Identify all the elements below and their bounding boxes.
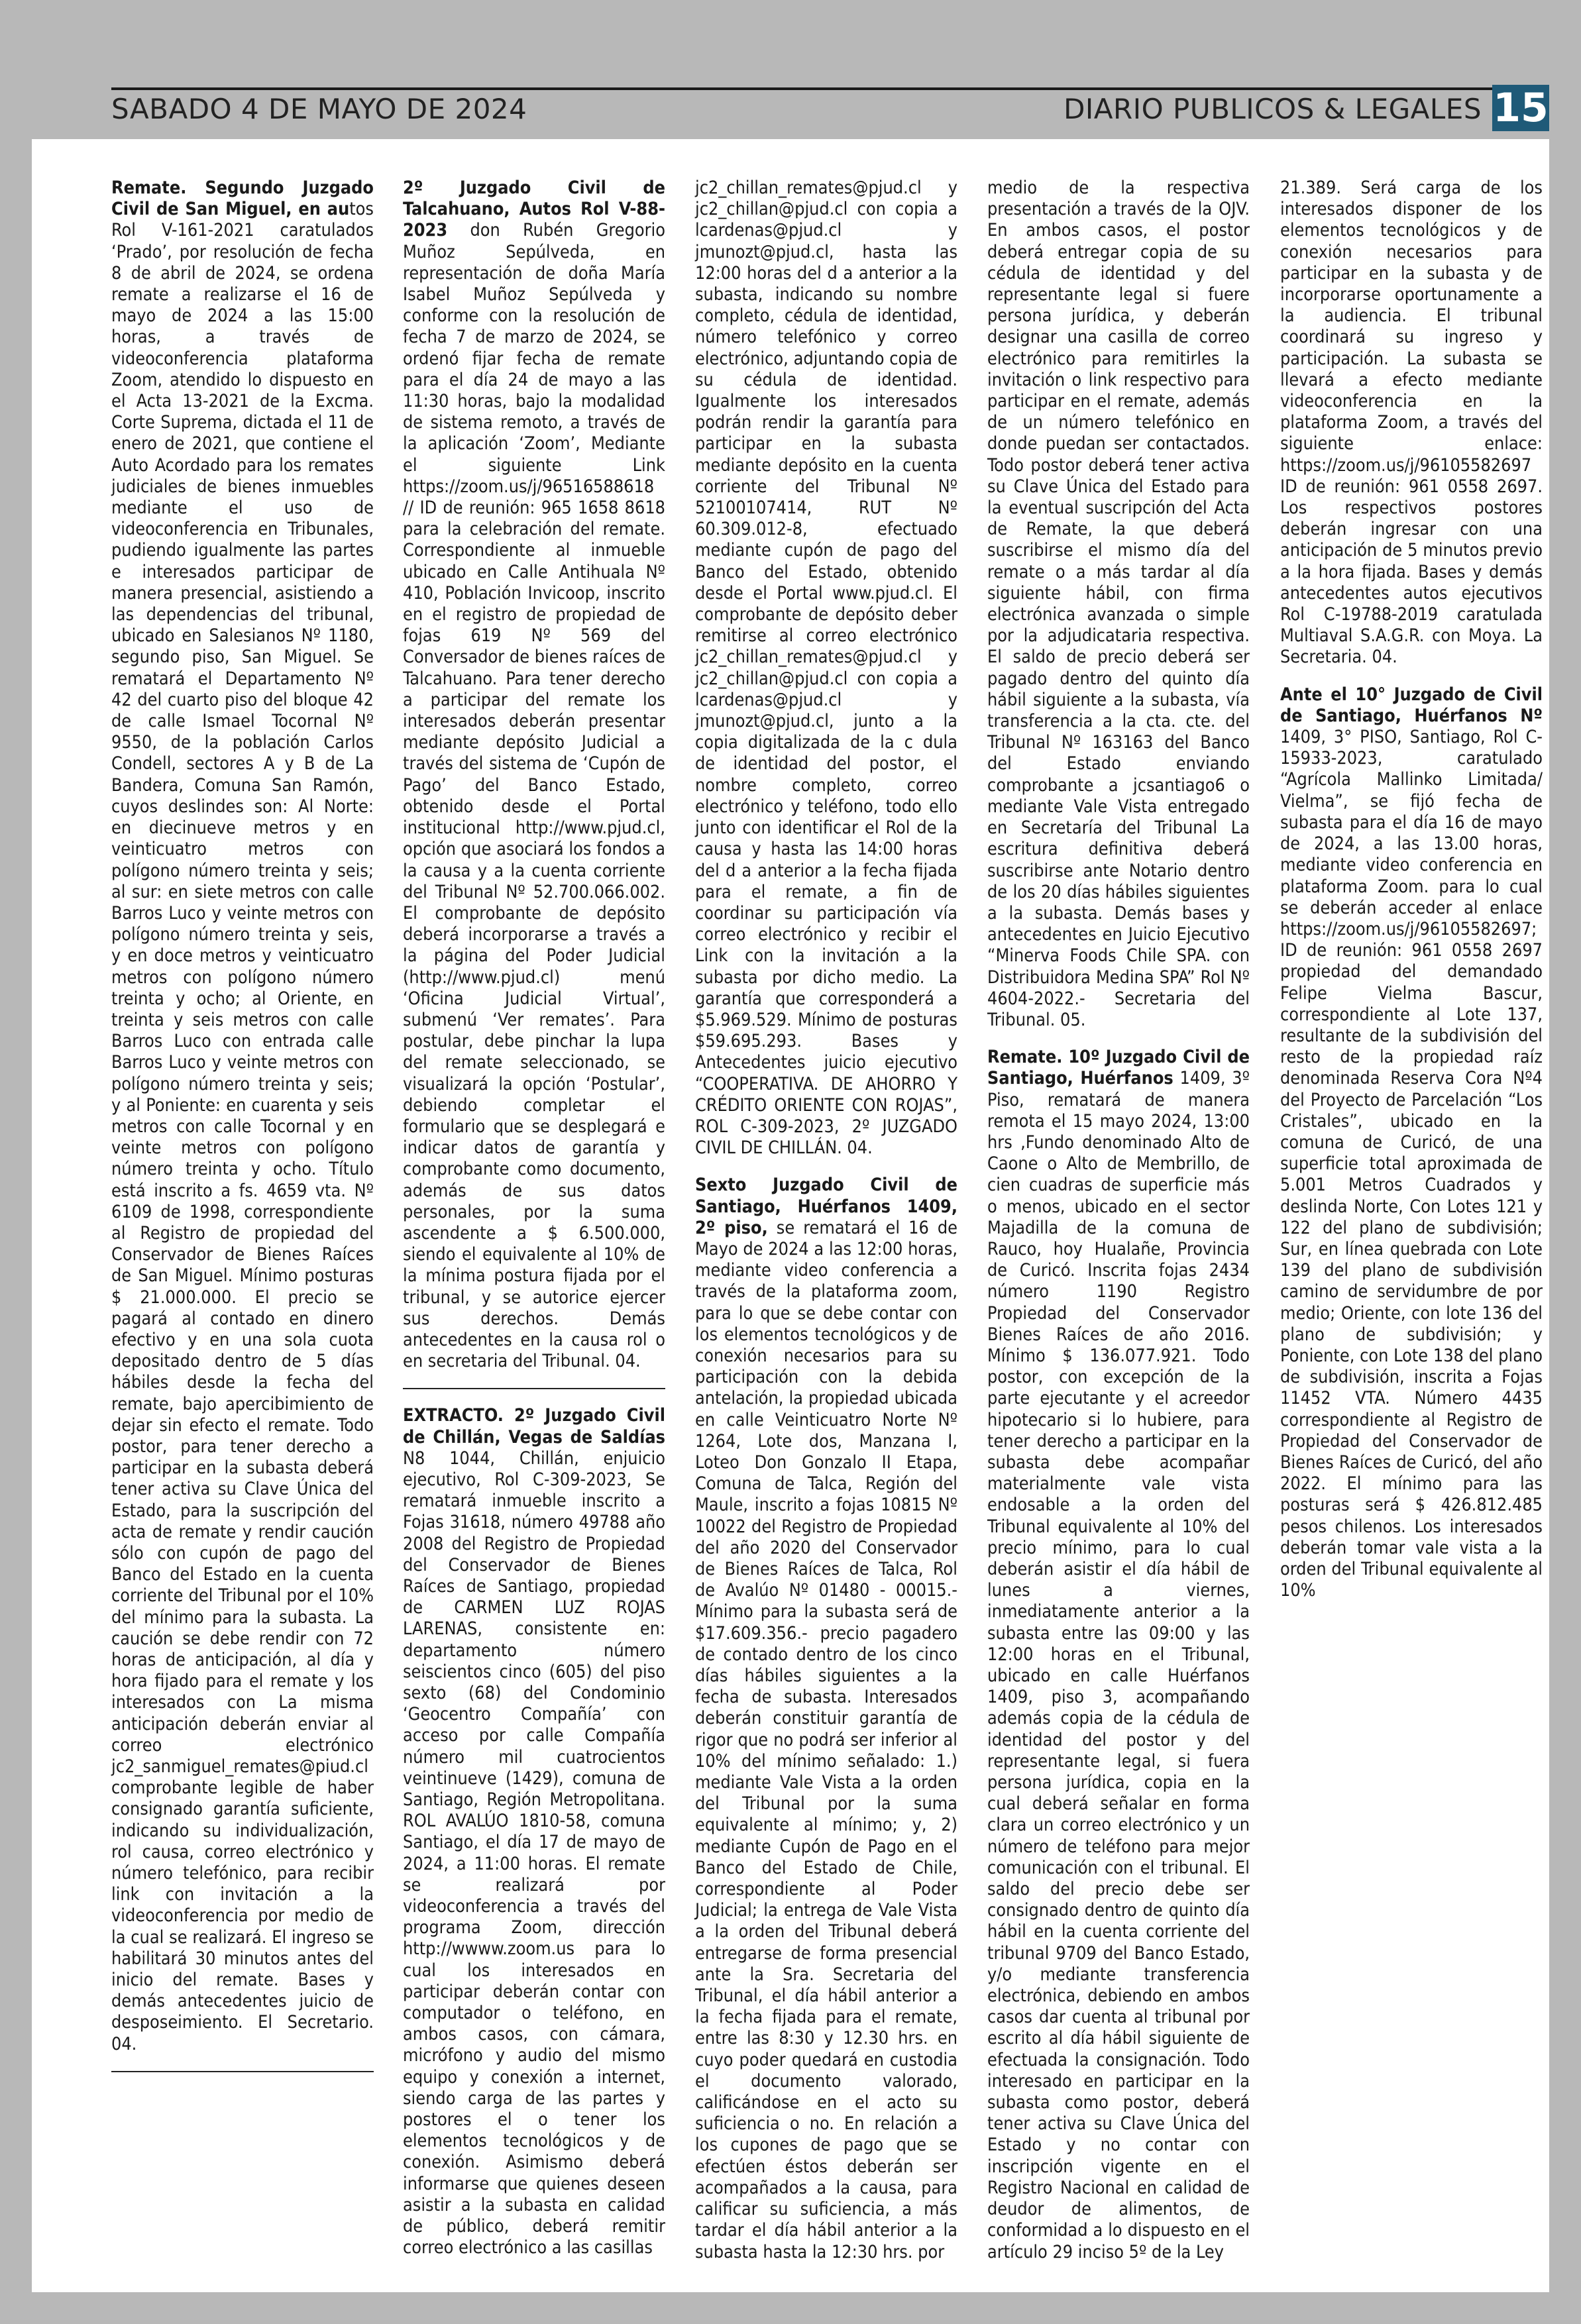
notice-body: tos Rol V-161-2021 caratulados ‘Prado’, por resolución de fecha 8 de abril de 2024, se ordena remate a realizarse el 16 de mayo de 2024 a las 15:00 horas, a través de videoconferencia plataforma Zoom, atendido lo dispuesto en el Acta 13-2021 de la Excma. Corte Suprema, dictada el 11 de enero de 2021, que contiene el Auto Acordado para los remates judiciales de bienes inmuebles mediante el uso de videoconferencia en Tribunales, pudiendo igualmente las partes e interesados participar de manera presencial, asistiendo a las dependencias del tribunal, ubicado en Salesianos Nº 1180, segundo piso, San Miguel. Se rematará el Departamento Nº 42 del cuarto piso del bloque 42 de calle Ismael Tocornal Nº 9550, de la población Carlos Condell, sectores A y B de La Bandera, Comuna San Ramón, cuyos deslindes son: Al Norte: en diecinueve metros y en veinticuatro metros con polígono número treinta y seis; al sur: en siete metros con calle Barros Luco y veinte metros con polígono número treinta y seis, y en doce metros y veinticuatro metros con polígono número treinta y ocho; al Oriente, en treinta y seis metros con calle Barros Luco con entrada calle Barros Luco y veinte metros con polígono número treinta y seis; y al Poniente: en cuarenta y seis metros con calle Tocornal y en veinte metros con polígono número treinta y ocho. Título está inscrito a fs. 4659 vta. Nº 6109 de 1998, correspondiente al Registro de propiedad del Conservador de Bienes Raíces de San Miguel. Mínimo posturas $ 21.000.000. El precio se pagará al contado en dinero efectivo y en una sola cuota depositado dentro de 5 días hábiles desde la fecha del remate, bajo apercibimiento de dejar sin efecto el remate. Todo postor, para tener derecho a participar en la subasta deberá tener activa su Clave Única del Estado, para la suscripción del acta de remate y rendir caución sólo con cupón de pago del Banco del Estado en la cuenta corriente del Tribunal por el 10% del mínimo para la subasta. La caución se debe rendir con 72 horas de anticipación, al día y hora fijado para el remate y los interesados con La misma anticipación deberán enviar al correo electrónico jc2_sanmiguel_remates@piud.cl comprobante legible de haber consignado garantía suficiente, indicando su individualización, rol causa, correo electrónico y número telefónico, para recibir link con invitación a la videoconferencia por medio de la cual se realizará. El ingreso se habilitará 30 minutos antes del inicio del remate. Bases y demás antecedentes juicio de desposeimiento. El Secretario. 04. (111, 199, 374, 2054)
page-number: 15 (1493, 85, 1549, 131)
column-1 (111, 178, 374, 2088)
notice-body: don Rubén Gregorio Muñoz Sepúlveda, en representación de doña María Isabel Muñoz Sepúlveda y conforme con la resolución de fecha 7 de marzo de 2024, se ordenó fijar fecha de remate para el día 24 de mayo a las 11:30 horas, bajo la modalidad de sistema remoto, a través de la aplicación ‘Zoom’, Mediante el siguiente Link https://zoom.us/j/96516588618 // ID de reunión: 965 1658 8618 para la celebración del remate. Correspondiente al inmueble ubicado en Calle Antihuala Nº 410, Población Invicoop, inscrito en el registro de propiedad de fojas 619 Nº 569 del Conversador de bienes raíces de Talcahuano. Para tener derecho a participar del remate los interesados deberán presentar mediante depósito Judicial a través del sistema de ‘Cupón de Pago’ del Banco Estado, obtenido desde el Portal institucional http://www.pjud.cl, opción que asociará los fondos a la causa y a la cuenta corriente del Tribunal Nº 52.700.066.002. El comprobante de depósito deberá incorporarse a través a la página del Poder Judicial (http://www.pjud.cl) menú ‘Oficina Judicial Virtual’, submenú ‘Ver remates’. Para postular, debe pinchar la lupa del remate seleccionado, se visualizará la opción ‘Postular’, debiendo completar el formulario que se desplegará e indicar datos de garantía y comprobante como documento, además de sus datos personales, por la suma ascendente a $ 6.500.000, siendo el equivalente al 10% de la mínima postura fijada por el tribunal, y se autorice ejercer sus derechos. Demás antecedentes en la causa rol o en secretaria del Tribunal. 04. (403, 220, 665, 1372)
notice-title: Sexto Juzgado Civil de Santiago, Huérfanos 1409, 2º piso, (695, 1175, 957, 1238)
header-rule (111, 87, 1541, 90)
notice-title: 2º Juzgado Civil de Talcahuano, Autos Rol V-88-2023 (403, 178, 665, 241)
notice-title: Remate. 10º Juzgado Civil de Santiago, Huérfanos (987, 1047, 1250, 1089)
notice-decimo-juzgado-remate (987, 1047, 1250, 2263)
column-3 (695, 178, 957, 2263)
notice-continuation (987, 178, 1250, 1031)
notice-body: 1409, 3° PISO, Santiago, Rol C-15933-2023, caratulado “Agrícola Mallinko Limitada/ Vielma”, se fijó fecha de subasta para el día 16 de mayo de 2024, a las 13.00 horas, mediante video conferencia en plataforma Zoom. para lo cual se deberán acceder al enlace https://zoom.us/j/96105582697; ID de reunión: 961 0558 2697 propiedad del demandado Felipe Vielma Bascur, correspondiente al Lote 137, resultante de la subdivisión del resto de la propiedad raíz denominada Reserva Cora Nº4 del Proyecto de Parcelación “Los Cristales”, ubicado en la comuna de Curicó, de una superficie total aproximada de 5.001 Metros Cuadrados y deslinda Norte, Con Lotes 121 y 122 del plano de subdivisión; Sur, en línea quebrada con Lote 139 del plano de subdivisión camino de servidumbre de por medio; Oriente, con lote 136 del plano de subdivisión; y Poniente, con Lote 138 del plano de subdivisión, inscrita a Fojas 11452 VTA. Número 4435 correspondiente al Registro de Propiedad del Conservador de Bienes Raíces de Curicó, del año 2022. El mínimo para las posturas será $ 426.812.485 pesos chilenos. Los interesados deberán tomar vale vista a la orden del Tribunal equivalente al 10% (1280, 727, 1543, 1601)
notice-body: 1409, 3º Piso, rematará de manera remota el 15 mayo 2024, 13:00 hrs ,Fundo denominado Alto de Caone o Alto de Membrillo, de cien cuadras de superficie más o menos, ubicado en el sector Majadilla de la comuna de Rauco, hoy Hualañe, Provincia de Curicó. Inscrita fojas 2434 número 1190 Registro Propiedad del Conservador Bienes Raíces de año 2016. Mínimo $ 136.077.921. Todo postor, con excepción de la parte ejecutante y el acreedor hipotecario si lo hubiere, para tener derecho a participar en la subasta debe acompañar materialmente vale vista endosable a la orden del Tribunal equivalente al 10% del precio mínimo, para lo cual deberán asistir el día hábil de lunes a viernes, inmediatamente anterior a la subasta entre las 09:00 y las 12:00 horas en el Tribunal, ubicado en calle Huérfanos 1409, piso 3, acompañando además copia de la cédula de identidad del postor y del representante legal, si fuera persona jurídica, copia en la cual deberá señalar en forma clara un correo electrónico y un número de teléfono para mejor comunicación con el tribunal. El saldo del precio debe ser consignado dentro de quinto día hábil en la cuenta corriente del tribunal 9709 del Banco Estado, y/o mediante transferencia electrónica, debiendo en ambos casos dar cuenta al tribunal por escrito al día hábil siguiente de efectuada la consignación. Todo interesado en participar en la subasta como postor, deberá tener activa su Clave Única del Estado y no contar con inscripción vigente en el Registro Nacional en calidad de deudor de alimentos, de conformidad a lo dispuesto en el artículo 29 inciso 5º de la Ley (987, 1068, 1250, 2262)
notice-continuation (1280, 178, 1543, 668)
notice-title: EXTRACTO. 2º Juzgado Civil de Chillán, Vegas de Saldías (403, 1405, 665, 1448)
column-4 (987, 178, 1250, 2263)
column-5 (1280, 178, 1543, 1601)
notice-decimo-juzgado-vielma (1280, 684, 1543, 1602)
notice-body: 21.389. Será carga de los interesados disponer de los elementos tecnológicos y de conexión necesarios para participar en la subasta y de incorporarse oportunamente a la audiencia. El tribunal coordinará su ingreso y participación. La subasta se llevará a efecto mediante videoconferencia en la plataforma Zoom, a través del siguiente enlace: https://zoom.us/j/96105582697 ID de reunión: 961 0558 2697. Los respectivos postores deberán ingresar con una anticipación de 5 minutos previo a la hora fijada. Bases y demás antecedentes autos ejecutivos Rol C-19788-2019 caratulada Multiaval S.A.G.R. con Moya. La Secretaria. 04. (1280, 178, 1543, 668)
page-header (0, 0, 1581, 139)
notice-body: N8 1044, Chillán, enjuicio ejecutivo, Rol C-309-2023, Se rematará inmueble inscrito a Fojas 31618, número 49788 año 2008 del Registro de Propiedad del Conservador de Bienes Raíces de Santiago, propiedad de CARMEN LUZ ROJAS LARENAS, consistente en: departamento número seiscientos cinco (605) del piso sexto (68) del Condominio ‘Geocentro Compañía’ con acceso por calle Compañía número mil cuatrocientos veintinueve (1429), comuna de Santiago, Región Metropolitana. ROL AVALÚO 1810-58, comuna Santiago, el día 17 de mayo de 2024, a 11:00 horas. El remate se realizará por videoconferencia a través del programa Zoom, dirección http://wwww.zoom.us para lo cual los interesados en participar deberán contar con computador o teléfono, en ambos casos, con cámara, micrófono y audio del mismo equipo y conexión a internet, siendo carga de las partes y postores el o tener los elementos tecnológicos y de conexión. Asimismo deberá informarse que quienes deseen asistir a la subasta en calidad de público, deberá remitir correo electrónico a las casillas (403, 1448, 665, 2258)
notice-separator (403, 1388, 665, 1389)
column-2 (403, 178, 665, 2259)
notice-body: se rematará el 16 de Mayo de 2024 a las 12:00 horas, mediante video conferencia a través de la plataforma zoom, para lo que se debe contar con los elementos tecnológicos y de conexión necesarios para su participación con la debida antelación, la propiedad ubicada en calle Veinticuatro Norte Nº 1264, Lote dos, Manzana I, Loteo Don Gonzalo II Etapa, Comuna de Talca, Región del Maule, inscrito a fojas 10815 Nº 10022 del Registro de Propiedad del año 2020 del Conservador de Bienes Raíces de Talca, Rol de Avalúo Nº 01480 - 00015.- Mínimo para la subasta será de $17.609.356.- precio pagadero de contado dentro de los cinco días hábiles siguientes a la fecha de subasta. Interesados deberán constituir garantía de rigor que no podrá ser inferior al 10% del mínimo señalado: 1.) mediante Vale Vista a la orden del Tribunal por la suma equivalente al mínimo; y, 2) mediante Cupón de Pago en el Banco del Estado de Chile, correspondiente al Poder Judicial; la entrega de Vale Vista a la orden del Tribunal deberá entregarse de forma presencial ante la Sra. Secretaria del Tribunal, el día hábil anterior a la fecha fijada para el remate, entre las 8:30 y 12.30 hrs. en cuyo poder quedará en custodia el documento valorado, calificándose en el acto su suficiencia o no. En relación a los cupones de pago que se efectúen éstos deberán ser acompañados a la causa, para calificar su suficiencia, a más tardar el día hábil anterior a la subasta hasta la 12:30 hrs. por (695, 1217, 957, 2262)
publication-name: DIARIO PUBLICOS & LEGALES (1063, 93, 1482, 125)
notice-remate-san-miguel (111, 178, 374, 2055)
notice-continuation (695, 178, 957, 1159)
notice-talcahuano (403, 178, 665, 1372)
header-date: SABADO 4 DE MAYO DE 2024 (111, 93, 527, 125)
notice-chillan (403, 1405, 665, 2258)
notice-sexto-juzgado (695, 1175, 957, 2262)
notice-title: Ante el 10° Juzgado de Civil de Santiago, Huérfanos Nº (1280, 684, 1543, 726)
notice-body: medio de la respectiva presentación a través de la OJV. En ambos casos, el postor deberá entregar copia de su cédula de identidad y del representante legal si fuere persona jurídica, y deberán designar una casilla de correo electrónico para remitirles la invitación o link respectivo para participar en el remate, además de un número telefónico en donde puedan ser contactados. Todo postor deberá tener activa su Clave Única del Estado para la eventual suscripción del Acta de Remate, la que deberá suscribirse el mismo día del remate o a más tardar al día siguiente hábil, con firma electrónica avanzada o simple por la adjudicataria respectiva. El saldo de precio deberá ser pagado dentro del quinto día hábil siguiente a la subasta, vía transferencia a la cta. cte. del Tribunal Nº 163163 del Banco del Estado enviando comprobante a jcsantiago6 o mediante Vale Vista entregado en Secretaría del Tribunal La escritura definitiva deberá suscribirse ante Notario dentro de los 20 días hábiles siguientes a la subasta. Demás bases y antecedentes en Juicio Ejecutivo “Minerva Foods Chile SPA. con Distribuidora Medina SPA” Rol Nº 4604-2022.- Secretaria del Tribunal. 05. (987, 178, 1250, 1030)
notice-body: jc2_chillan_remates@pjud.cl y jc2_chillan@pjud.cl con copia a lcardenas@pjud.cl y jmunozt@pjud.cl, hasta las 12:00 horas del d a anterior a la subasta, indicando su nombre completo, cédula de identidad, número telefónico y correo electrónico, adjuntando copia de su cédula de identidad. Igualmente los interesados podrán rendir la garantía para participar en la subasta mediante depósito en la cuenta corriente del Tribunal Nº 52100107414, RUT Nº 60.309.012-8, efectuado mediante cupón de pago del Banco del Estado, obtenido desde el Portal www.pjud.cl. El comprobante de depósito deber remitirse al correo electrónico jc2_chillan_remates@pjud.cl y jc2_chillan@pjud.cl con copia a lcardenas@pjud.cl y jmunozt@pjud.cl, junto a la copia digitalizada de la c dula de identidad del postor, el nombre completo, correo electrónico y teléfono, todo ello junto con identificar el Rol de la causa y hasta las 14:00 horas del d a anterior a la fecha fijada para el remate, a fin de coordinar su participación vía correo electrónico y recibir el Link con la invitación a la subasta por dicho medio. La garantía que corresponderá a $5.969.529. Mínimo de posturas $59.695.293. Bases y Antecedentes juicio ejecutivo “COOPERATIVA. DE AHORRO Y CRÉDITO ORIENTE CON ROJAS”, ROL C-309-2023, 2º JUZGADO CIVIL DE CHILLÁN. 04. (695, 178, 957, 1159)
notice-title: Remate. Segundo Juzgado Civil de San Miguel, en au (111, 178, 374, 220)
notice-separator (111, 2071, 374, 2072)
